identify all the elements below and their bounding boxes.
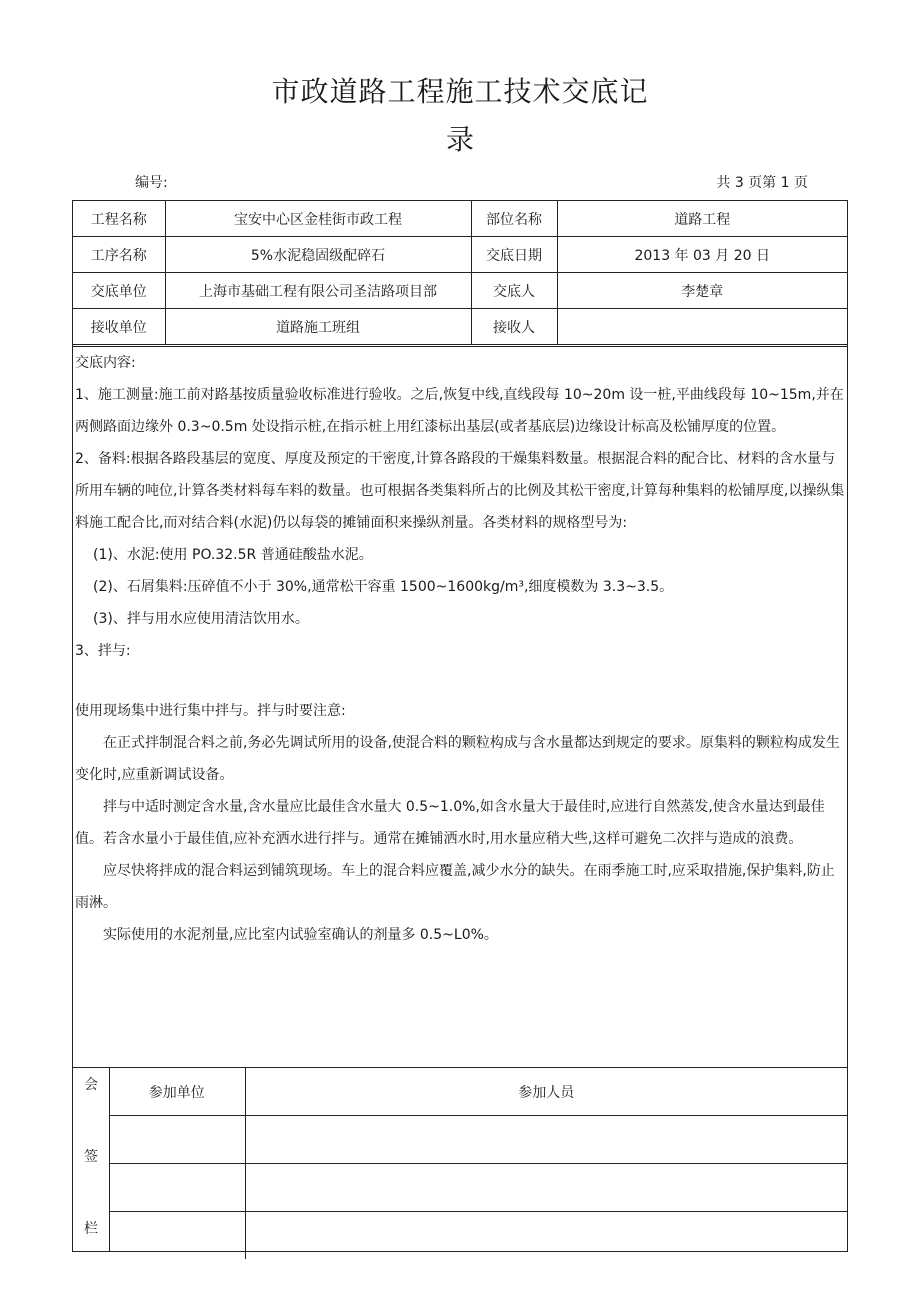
content-heading: 交底内容: [75, 355, 136, 371]
table-row [73, 273, 847, 309]
sign-unit-cell[interactable] [109, 1116, 245, 1164]
part-name-value: 道路工程 [557, 201, 847, 237]
page-info: 共 3 页第 1 页 [716, 175, 808, 191]
person-label: 交底人 [471, 273, 557, 309]
mixing-moisture: 拌与中适时测定含水量,含水量应比最佳含水量大 0.5~1.0%,如含水量大于最佳时,应进行自然蒸发,使含水量达到最佳值。若含水量小于最佳值,应补充洒水进行拌与。通常在摊铺洒水时,用水量应稍大些,这样可避免二次拌与造成的浪费。 [75, 799, 825, 847]
document-title-continued: 录 [445, 123, 474, 156]
table-row [109, 1116, 847, 1164]
date-value: 2013 年 03 月 20 日 [557, 237, 847, 273]
sign-people-cell[interactable] [245, 1164, 847, 1212]
receiver-unit-value: 道路施工班组 [165, 309, 471, 345]
mixing-cement-dosage: 实际使用的水泥剂量,应比室内试验室确认的剂量多 0.5~L0%。 [103, 927, 498, 943]
part-name-label: 部位名称 [471, 201, 557, 237]
sign-people-cell[interactable] [245, 1212, 847, 1260]
serial-number-label: 编号: [135, 175, 168, 191]
table-row [73, 237, 847, 273]
sign-label-char: 会 [84, 1077, 98, 1093]
mixing-transport: 应尽快将拌成的混合料运到铺筑现场。车上的混合料应覆盖,减少水分的缺失。在雨季施工时,应采取措施,保护集料,防止雨淋。 [75, 863, 835, 911]
sign-unit-cell[interactable] [109, 1164, 245, 1212]
unit-value: 上海市基础工程有限公司圣洁路项目部 [165, 273, 471, 309]
sign-unit-cell[interactable] [109, 1212, 245, 1260]
project-name-label: 工程名称 [73, 201, 165, 237]
material-cement: (1)、水泥:使用 PO.32.5R 普通硅酸盐水泥。 [93, 547, 373, 563]
signature-section [73, 1067, 847, 1254]
project-name-value: 宝安中心区金桂街市政工程 [165, 201, 471, 237]
table-row [73, 309, 847, 345]
date-label: 交底日期 [471, 237, 557, 273]
sign-label-char: 栏 [84, 1221, 98, 1237]
material-water: (3)、拌与用水应使用清洁饮用水。 [93, 611, 309, 627]
process-name-value: 5%水泥稳固级配碎石 [165, 237, 471, 273]
process-name-label: 工序名称 [73, 237, 165, 273]
sign-label-char: 签 [84, 1149, 98, 1165]
receiver-unit-label: 接收单位 [73, 309, 165, 345]
section-materials: 2、备料:根据各路段基层的宽度、厚度及预定的干密度,计算各路段的干燥集料数量。根据混合料的配合比、材料的含水量与所用车辆的吨位,计算各类材料每车料的数量。也可根据各类集料所占的比例及其松干密度,计算每种集料的松铺厚度,以操纵集料施工配合比,而对结合料(水泥)仍以每袋的摊铺面积来操纵剂量。各类材料的规格型号为: [75, 451, 845, 531]
table-row [109, 1164, 847, 1212]
section-survey: 1、施工测量:施工前对路基按质量验收标准进行验收。之后,恢复中线,直线段每 10~20m 设一桩,平曲线段每 10~15m,并在两侧路面边缘外 0.3~0.5m 处设指示桩,在指示桩上用红漆标出基层(或者基底层)边缘设计标高及松铺厚度的位置。 [75, 387, 844, 435]
sign-people-cell[interactable] [245, 1116, 847, 1164]
signature-label [73, 1068, 110, 1252]
document-title: 市政道路工程施工技术交底记 [271, 75, 649, 108]
person-value: 李楚章 [557, 273, 847, 309]
receiver-label: 接收人 [471, 309, 557, 345]
table-row [109, 1068, 847, 1116]
briefing-content [73, 346, 847, 1076]
mixing-intro: 使用现场集中进行集中拌与。拌与时要注意: [75, 703, 346, 719]
section-mixing: 3、拌与: [75, 643, 131, 659]
material-aggregate: (2)、石屑集料:压碎值不小于 30%,通常松干容重 1500~1600kg/m³,细度模数为 3.3~3.5。 [93, 579, 674, 595]
col-header-unit: 参加单位 [109, 1068, 245, 1116]
signature-table [109, 1068, 847, 1259]
info-table [73, 201, 847, 345]
record-form [72, 200, 848, 1252]
table-row [109, 1212, 847, 1260]
mixing-calibration: 在正式拌制混合料之前,务必先调试所用的设备,使混合料的颗粒构成与含水量都达到规定的要求。原集料的颗粒构成发生变化时,应重新调试设备。 [75, 735, 840, 783]
col-header-people: 参加人员 [245, 1068, 847, 1116]
table-row [73, 201, 847, 237]
receiver-value [557, 309, 847, 345]
unit-label: 交底单位 [73, 273, 165, 309]
spacer [75, 667, 845, 695]
